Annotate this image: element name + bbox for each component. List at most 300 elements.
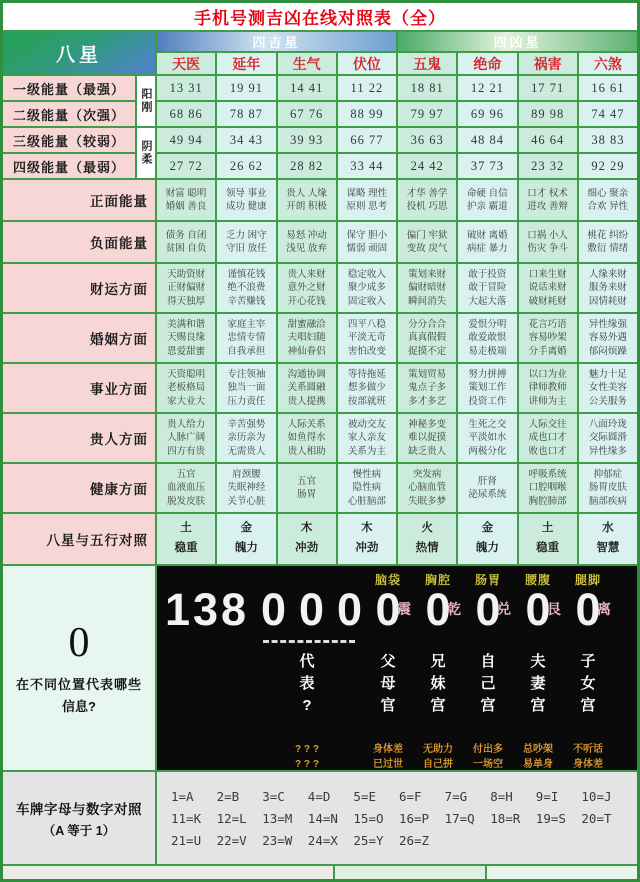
aspect-cell-line: 专注领袖 bbox=[227, 368, 266, 380]
aspect-cell bbox=[458, 414, 516, 462]
palace-label bbox=[468, 654, 508, 713]
number-pair-cell: 67 76 bbox=[278, 102, 336, 126]
number-pair-cell: 23 32 bbox=[519, 154, 577, 178]
number-pair-cell: 12 21 bbox=[458, 76, 516, 100]
letter-number-pair: 19=S bbox=[535, 810, 566, 826]
aspect-cell-line: 稳重 bbox=[174, 542, 198, 554]
aspect-cell-line: 难以捉摸 bbox=[408, 432, 447, 444]
letter-number-mappings bbox=[157, 772, 637, 864]
aspect-cell bbox=[579, 514, 637, 564]
aspect-cell bbox=[458, 314, 516, 362]
letter-number-pair: 17=Q bbox=[444, 810, 475, 826]
aspect-cell-line: 两极分化 bbox=[468, 445, 507, 457]
aspect-cell bbox=[398, 180, 456, 220]
palace-label bbox=[568, 654, 608, 713]
aspect-cell-line: 贵人给力 bbox=[167, 418, 206, 430]
phone-zero-digit: 0 艮 bbox=[525, 584, 561, 635]
aspect-cell-line: 害怕改变 bbox=[347, 345, 386, 357]
aspect-cell-line: 平淡无奇 bbox=[347, 332, 386, 344]
aspect-cell-line: 律师教师 bbox=[528, 382, 567, 394]
aspect-cell-line: 土 bbox=[180, 522, 192, 535]
zero-question-line1: 在不同位置代表哪些 bbox=[15, 676, 142, 692]
aspect-cell-line: 得天独厚 bbox=[167, 295, 206, 307]
aspect-cell bbox=[338, 264, 396, 312]
aspect-cell bbox=[217, 180, 275, 220]
zero-question-line2: 信息? bbox=[62, 698, 96, 714]
aspect-cell-line: 人际关系 bbox=[287, 418, 326, 430]
letter-number-pair: 14=N bbox=[307, 810, 338, 826]
aspect-cell-line: 财富 聪明 bbox=[165, 187, 207, 199]
number-pair-cell: 38 83 bbox=[579, 128, 637, 152]
letter-number-pair: 13=M bbox=[262, 810, 293, 826]
palace-note-line: 付出多 bbox=[473, 744, 503, 755]
letter-number-pair: 21=U bbox=[171, 832, 202, 848]
aspect-cell-line: 呼吸系统 bbox=[528, 468, 567, 480]
zero-question-cell bbox=[3, 566, 155, 770]
aspect-cell-line: 大起大落 bbox=[468, 295, 507, 307]
trigram-overlay: 艮 bbox=[547, 601, 561, 617]
aspect-cell bbox=[519, 314, 577, 362]
aspect-cell-line: 破财耗财 bbox=[528, 295, 567, 307]
aspect-cell-line: 成也口才 bbox=[528, 432, 567, 444]
aspect-cell-line: 贵人 人缘 bbox=[286, 187, 327, 199]
aspect-cell bbox=[579, 464, 637, 512]
number-pair-cell: 88 99 bbox=[338, 102, 396, 126]
aspect-cell-line: 亲历亲为 bbox=[227, 432, 266, 444]
aspect-rows bbox=[3, 180, 637, 564]
table-header bbox=[3, 32, 637, 74]
aspect-cell-line: 真真假假 bbox=[408, 332, 447, 344]
aspect-cell-line: 贵人来财 bbox=[287, 268, 326, 280]
aspect-cell bbox=[217, 222, 275, 262]
aspect-cell-line: 绝不浪费 bbox=[227, 282, 266, 294]
aspect-cell-line: 人际交往 bbox=[528, 418, 567, 430]
aspect-cell-line: 魅力十足 bbox=[588, 368, 627, 380]
letter-number-pair: 8=H bbox=[490, 788, 513, 804]
number-pair-cell: 68 86 bbox=[157, 102, 215, 126]
aspect-cell-line: 家庭主宰 bbox=[227, 318, 266, 330]
aspect-cell-line: 八面玲珑 bbox=[588, 418, 627, 430]
aspect-cell bbox=[217, 514, 275, 564]
aspect-cell bbox=[458, 464, 516, 512]
number-pair-cell: 37 73 bbox=[458, 154, 516, 178]
aspect-cell-line: 慢性病 bbox=[352, 468, 382, 480]
plate-label-cell bbox=[3, 772, 155, 864]
lucky-stars-band: 四吉星 bbox=[157, 32, 396, 51]
body-part-label: 肠胃 bbox=[474, 573, 501, 587]
aspect-cell-line: 保守 胆小 bbox=[346, 229, 388, 241]
aspect-cell-line: 稳定收入 bbox=[347, 268, 386, 280]
aspect-cell-line: 合欢 异性 bbox=[587, 201, 629, 212]
aspect-row-label: 健康方面 bbox=[3, 464, 155, 512]
aspect-cell bbox=[519, 364, 577, 412]
number-pair-cell: 79 97 bbox=[398, 102, 456, 126]
star-groups bbox=[157, 32, 637, 74]
aspect-cell-line: 四方有贵 bbox=[167, 445, 206, 457]
aspect-cell-line: 辛苦强势 bbox=[227, 418, 266, 430]
aspect-cell bbox=[338, 180, 396, 220]
aspect-cell-line: 缺乏贵人 bbox=[408, 445, 447, 457]
palace-note-line: 不听话 bbox=[573, 744, 603, 755]
aspect-cell-line: 沟通协调 bbox=[287, 368, 326, 380]
aspect-cell-line: 水 bbox=[602, 522, 614, 535]
star-name-4: 伏位 bbox=[338, 53, 396, 74]
aspect-cell-line: 谨慎花钱 bbox=[227, 268, 266, 280]
letter-number-pair: 5=E bbox=[353, 788, 376, 804]
palace-label-char: 子 bbox=[580, 653, 596, 670]
letter-number-pair: 6=F bbox=[398, 788, 422, 804]
palace-note bbox=[412, 743, 464, 772]
aspect-cell-line: 自我承担 bbox=[227, 345, 266, 357]
aspect-cell-line: 才华 善学 bbox=[406, 187, 448, 199]
number-pair-cell: 89 98 bbox=[519, 102, 577, 126]
aspect-row bbox=[3, 464, 637, 512]
title-bar bbox=[3, 3, 637, 30]
letter-number-pair: 9=I bbox=[535, 788, 559, 804]
aspect-cell-line: 敢爱敢恨 bbox=[468, 332, 507, 344]
aspect-cell bbox=[278, 514, 336, 564]
aspect-cell-line: 瞬间消失 bbox=[408, 295, 447, 307]
aspect-cell bbox=[398, 222, 456, 262]
aspect-cell-line: 如鱼得水 bbox=[287, 432, 326, 444]
aspect-cell-line: 浅见 放弃 bbox=[286, 243, 327, 254]
star-name-3: 生气 bbox=[278, 53, 336, 74]
star-name-1: 天医 bbox=[157, 53, 215, 74]
aspect-cell-line: 金 bbox=[240, 522, 253, 535]
body-part-label: 腿脚 bbox=[574, 573, 601, 587]
number-pair-cell: 78 87 bbox=[217, 102, 275, 126]
aspect-cell-line: 口祸 小人 bbox=[527, 229, 568, 241]
aspect-cell-line: 心脑血管 bbox=[408, 482, 447, 494]
number-pair-cell: 69 96 bbox=[458, 102, 516, 126]
aspect-cell-line: 桃花 纠纷 bbox=[587, 229, 629, 241]
aspect-cell bbox=[278, 414, 336, 462]
energy-level-label: 四级能量（最弱） bbox=[3, 154, 135, 178]
number-pair-cell: 33 44 bbox=[338, 154, 396, 178]
aspect-cell-line: 敷衍 情绪 bbox=[587, 243, 629, 254]
palace-label-char: 宫 bbox=[430, 697, 446, 714]
palace-label-char: 妻 bbox=[530, 675, 546, 692]
middle-digits-notes-line: ? ? ? bbox=[295, 744, 319, 755]
middle-digits-meaning bbox=[287, 654, 327, 713]
letter-number-pair: 10=J bbox=[581, 788, 612, 804]
letter-number-pair: 18=R bbox=[490, 810, 521, 826]
phone-number-diagram bbox=[157, 566, 637, 770]
palace-note-line: 无助力 bbox=[423, 744, 453, 755]
aspect-cell-line: 抑郁症 bbox=[593, 468, 623, 480]
letter-number-pair: 2=B bbox=[216, 788, 240, 804]
aspect-cell-line: 家大业大 bbox=[167, 395, 206, 407]
phone-middle-digits: 000 bbox=[261, 584, 376, 635]
energy-level-label: 三级能量（较弱） bbox=[3, 128, 135, 152]
palace-label-char: 己 bbox=[480, 675, 496, 692]
aspect-cell-line: 冲劲 bbox=[355, 542, 379, 554]
aspect-cell-line: 分分合合 bbox=[408, 318, 447, 330]
aspect-cell bbox=[157, 364, 215, 412]
aspect-cell bbox=[157, 464, 215, 512]
aspect-cell-line: 肠胃 bbox=[297, 489, 317, 500]
letter-number-pair: 4=D bbox=[307, 788, 331, 804]
aspect-cell-line: 魄力 bbox=[475, 542, 499, 554]
aspect-row bbox=[3, 414, 637, 462]
aspect-cell-line: 压力责任 bbox=[227, 395, 266, 407]
aspect-cell-line: 分手离婚 bbox=[528, 345, 567, 357]
aspect-row-label: 事业方面 bbox=[3, 364, 155, 412]
plate-label-line2: （A 等于 1） bbox=[42, 823, 116, 838]
middle-digits-meaning-char: ? bbox=[302, 697, 312, 714]
letter-number-pair: 24=X bbox=[307, 832, 338, 848]
aspect-row bbox=[3, 364, 637, 412]
aspect-cell-line: 敢于冒险 bbox=[468, 282, 507, 294]
aspect-cell-line: 木 bbox=[300, 522, 313, 535]
aspect-cell-line: 等待拖延 bbox=[347, 368, 386, 380]
aspect-cell-line: 神仙眷侣 bbox=[287, 345, 326, 357]
palace-label bbox=[368, 654, 408, 713]
aspect-cell bbox=[217, 464, 275, 512]
trigram-overlay: 震 bbox=[397, 601, 411, 617]
palace-label-char: 官 bbox=[380, 697, 396, 714]
aspect-cell-line: 冲劲 bbox=[295, 542, 319, 554]
aspect-row-label: 财运方面 bbox=[3, 264, 155, 312]
aspect-cell-line: 口腔咽喉 bbox=[528, 482, 567, 494]
aspect-cell-line: 伤灾 争斗 bbox=[527, 243, 568, 254]
aspect-cell-line: 固定收入 bbox=[347, 295, 386, 307]
aspect-cell-line: 胸腔肺部 bbox=[528, 495, 567, 507]
aspect-cell bbox=[519, 514, 577, 564]
aspect-cell-line: 开朗 积极 bbox=[286, 201, 327, 212]
trigram-overlay: 离 bbox=[597, 601, 611, 617]
letter-number-pair: 26=Z bbox=[398, 832, 430, 848]
palace-note bbox=[462, 743, 514, 772]
aspect-row bbox=[3, 314, 637, 362]
body-part-label: 腰腹 bbox=[524, 573, 551, 587]
number-pair-cell: 27 72 bbox=[157, 154, 215, 178]
aspect-cell-line: 天赐良缘 bbox=[167, 332, 206, 344]
yinyang-label: 阳刚 bbox=[137, 76, 155, 126]
bottom-edge-strip bbox=[3, 866, 637, 879]
palace-note-line: 总吵架 bbox=[523, 744, 553, 755]
aspect-cell-line: 贵人提携 bbox=[287, 395, 326, 407]
aspect-cell bbox=[458, 222, 516, 262]
number-pair-cell: 17 71 bbox=[519, 76, 577, 100]
aspect-cell-line: 肝肾 bbox=[477, 475, 497, 487]
palace-label bbox=[518, 654, 558, 713]
star-name-6: 绝命 bbox=[458, 53, 516, 74]
energy-level-label: 二级能量（次强） bbox=[3, 102, 135, 126]
aspect-cell bbox=[458, 364, 516, 412]
aspect-cell-line: 无需贵人 bbox=[227, 445, 266, 457]
aspect-cell-line: 成功 健康 bbox=[226, 201, 267, 212]
letter-number-pair: 25=Y bbox=[353, 832, 384, 848]
aspect-cell bbox=[217, 364, 275, 412]
phone-prefix-digits: 138 bbox=[165, 584, 250, 635]
aspect-cell-line: 脑部疾病 bbox=[588, 495, 627, 507]
palace-label-char: 宫 bbox=[580, 697, 596, 714]
aspect-cell-line: 易怒 冲动 bbox=[286, 229, 327, 241]
palace-note-line: 身体差 bbox=[373, 744, 403, 755]
aspect-cell bbox=[398, 314, 456, 362]
palace-note bbox=[512, 743, 564, 772]
aspect-cell bbox=[519, 464, 577, 512]
palace-note-line: 一场空 bbox=[473, 758, 503, 770]
aspect-cell bbox=[579, 314, 637, 362]
aspect-cell bbox=[278, 314, 336, 362]
aspect-cell bbox=[278, 264, 336, 312]
aspect-cell bbox=[338, 314, 396, 362]
number-pair-cell: 16 61 bbox=[579, 76, 637, 100]
palace-label bbox=[418, 654, 458, 713]
aspect-cell bbox=[458, 264, 516, 312]
aspect-cell bbox=[338, 464, 396, 512]
aspect-cell-line: 老板格局 bbox=[167, 382, 206, 394]
aspect-cell-line: 爱恨分明 bbox=[468, 318, 507, 330]
aspect-cell bbox=[157, 414, 215, 462]
aspect-cell bbox=[579, 222, 637, 262]
aspect-cell bbox=[579, 414, 637, 462]
aspect-cell-line: 独当一面 bbox=[227, 382, 266, 394]
aspect-cell-line: 细心 聚亲 bbox=[587, 187, 629, 199]
aspect-row-label: 婚姻方面 bbox=[3, 314, 155, 362]
aspect-cell-line: 原则 思考 bbox=[346, 201, 388, 212]
aspect-cell bbox=[579, 180, 637, 220]
aspect-cell-line: 投机 巧思 bbox=[406, 201, 448, 212]
aspect-cell-line: 五官 bbox=[297, 475, 317, 487]
aspect-cell bbox=[157, 222, 215, 262]
letter-number-pair: 20=T bbox=[581, 810, 612, 826]
palace-label-char: 妹 bbox=[430, 675, 446, 692]
aspect-cell-line: 按部就班 bbox=[347, 395, 386, 407]
aspect-cell bbox=[519, 180, 577, 220]
aspect-cell bbox=[519, 222, 577, 262]
aspect-cell-line: 辛苦赚钱 bbox=[227, 295, 266, 307]
aspect-cell-line: 贫困 自负 bbox=[165, 243, 207, 254]
aspect-cell-line: 公关服务 bbox=[588, 395, 627, 407]
aspect-cell-line: 隐性病 bbox=[352, 482, 382, 494]
letter-number-pair: 3=C bbox=[262, 788, 285, 804]
aspect-cell-line: 失眠神经 bbox=[227, 482, 266, 494]
aspect-cell-line: 变故 戾气 bbox=[406, 243, 448, 254]
palace-label-char: 宫 bbox=[480, 697, 496, 714]
aspect-cell-line: 婚姻 善良 bbox=[165, 201, 207, 212]
aspect-cell-line: 肩颈腰 bbox=[232, 468, 261, 480]
aspect-cell-line: 偏财暗财 bbox=[408, 282, 447, 294]
aspect-cell bbox=[278, 364, 336, 412]
aspect-cell-line: 捉摸不定 bbox=[408, 345, 447, 357]
number-pair-cell: 26 62 bbox=[217, 154, 275, 178]
number-pair-cell: 92 29 bbox=[579, 154, 637, 178]
aspect-cell-line: 努力拼搏 bbox=[468, 368, 507, 380]
body-part-label: 脑袋 bbox=[374, 573, 401, 587]
aspect-cell-line: 平淡如水 bbox=[468, 432, 507, 444]
aspect-cell-line: 人脉广阔 bbox=[167, 432, 206, 444]
unlucky-stars-band: 四凶星 bbox=[398, 32, 637, 51]
aspect-cell-line: 美满和谐 bbox=[167, 318, 206, 330]
middle-digits-notes-line: ? ? ? bbox=[295, 758, 319, 770]
aspect-cell-line: 交际圆滑 bbox=[588, 432, 627, 444]
aspect-cell-line: 被动交友 bbox=[347, 418, 386, 430]
aspect-cell-line: 易走极端 bbox=[468, 345, 507, 357]
number-pair-cell: 39 93 bbox=[278, 128, 336, 152]
body-part-label: 胸腔 bbox=[424, 573, 451, 587]
aspect-cell-line: 神秘多变 bbox=[408, 418, 447, 430]
aspect-cell-line: 债务 自闭 bbox=[165, 229, 207, 241]
aspect-cell-line: 火 bbox=[421, 522, 433, 535]
aspect-cell-line: 五官 bbox=[176, 468, 196, 480]
number-pair-cell: 19 91 bbox=[217, 76, 275, 100]
aspect-row bbox=[3, 264, 637, 312]
yinyang-label: 阴柔 bbox=[137, 128, 155, 178]
number-pair-cell: 24 42 bbox=[398, 154, 456, 178]
aspect-cell-line: 夫唱妇随 bbox=[287, 332, 326, 344]
aspect-cell-line: 想多做少 bbox=[347, 382, 386, 394]
number-pair-cell: 36 63 bbox=[398, 128, 456, 152]
palace-label-char: 夫 bbox=[530, 653, 546, 670]
aspect-cell-line: 花言巧语 bbox=[528, 318, 567, 330]
palace-label-char: 兄 bbox=[430, 653, 446, 670]
phone-zero-digit: 0 离 bbox=[575, 584, 611, 635]
aspect-cell bbox=[398, 414, 456, 462]
palace-note bbox=[362, 743, 414, 772]
aspect-cell-line: 鬼点子多 bbox=[408, 382, 447, 394]
aspect-cell-line: 因情耗财 bbox=[588, 295, 627, 307]
aspect-cell-line: 进攻 善辩 bbox=[527, 201, 568, 212]
aspect-cell-line: 人缘来财 bbox=[588, 268, 627, 280]
aspect-cell-line: 聚少成多 bbox=[347, 282, 386, 294]
phone-number-section bbox=[3, 566, 637, 770]
aspect-cell-line: 乏力 困守 bbox=[226, 229, 267, 241]
aspect-cell-line: 失眠多梦 bbox=[408, 495, 447, 507]
aspect-cell-line: 金 bbox=[481, 522, 494, 535]
number-pair-cell: 74 47 bbox=[579, 102, 637, 126]
aspect-cell bbox=[278, 180, 336, 220]
aspect-cell-line: 投资工作 bbox=[468, 395, 507, 407]
aspect-cell bbox=[398, 364, 456, 412]
letter-number-pair: 23=W bbox=[262, 832, 293, 848]
aspect-cell-line: 四平八稳 bbox=[347, 318, 386, 330]
aspect-row-label: 八星与五行对照 bbox=[3, 514, 155, 564]
aspect-cell-line: 偏门 牢狱 bbox=[406, 229, 448, 241]
aspect-cell bbox=[338, 364, 396, 412]
middle-digits-underline bbox=[263, 640, 355, 643]
star-name-2: 延年 bbox=[217, 53, 275, 74]
aspect-cell-line: 多才多艺 bbox=[408, 395, 447, 407]
aspect-cell-line: 土 bbox=[541, 522, 554, 535]
aspect-cell-line: 异性缘强 bbox=[588, 318, 627, 330]
energy-level-label: 一级能量（最强） bbox=[3, 76, 135, 100]
aspect-row-label: 正面能量 bbox=[3, 180, 155, 220]
number-pair-cell: 11 22 bbox=[338, 76, 396, 100]
aspect-row-label: 负面能量 bbox=[3, 222, 155, 262]
aspect-cell-line: 稳重 bbox=[536, 542, 560, 554]
letter-number-pair: 1=A bbox=[171, 788, 194, 804]
aspect-cell bbox=[157, 264, 215, 312]
aspect-cell bbox=[519, 264, 577, 312]
aspect-cell-line: 忠情专情 bbox=[227, 332, 266, 344]
aspect-cell-line: 容易吵架 bbox=[528, 332, 567, 344]
aspect-cell-line: 热情 bbox=[415, 542, 439, 554]
aspect-cell-line: 容易外遇 bbox=[588, 332, 627, 344]
aspect-cell-line: 败也口才 bbox=[528, 445, 567, 457]
eight-stars-header: 八星 bbox=[3, 32, 155, 74]
aspect-cell-line: 女性美容 bbox=[588, 382, 627, 394]
aspect-cell-line: 异性缘多 bbox=[588, 445, 627, 457]
letter-number-pair: 12=L bbox=[216, 810, 247, 826]
middle-digits-meaning-char: 表 bbox=[299, 675, 315, 692]
letter-number-pair: 11=K bbox=[171, 810, 202, 826]
aspect-cell-line: 关系圆融 bbox=[287, 382, 326, 394]
aspect-cell-line: 懦弱 顽固 bbox=[346, 243, 388, 254]
aspect-cell bbox=[157, 314, 215, 362]
